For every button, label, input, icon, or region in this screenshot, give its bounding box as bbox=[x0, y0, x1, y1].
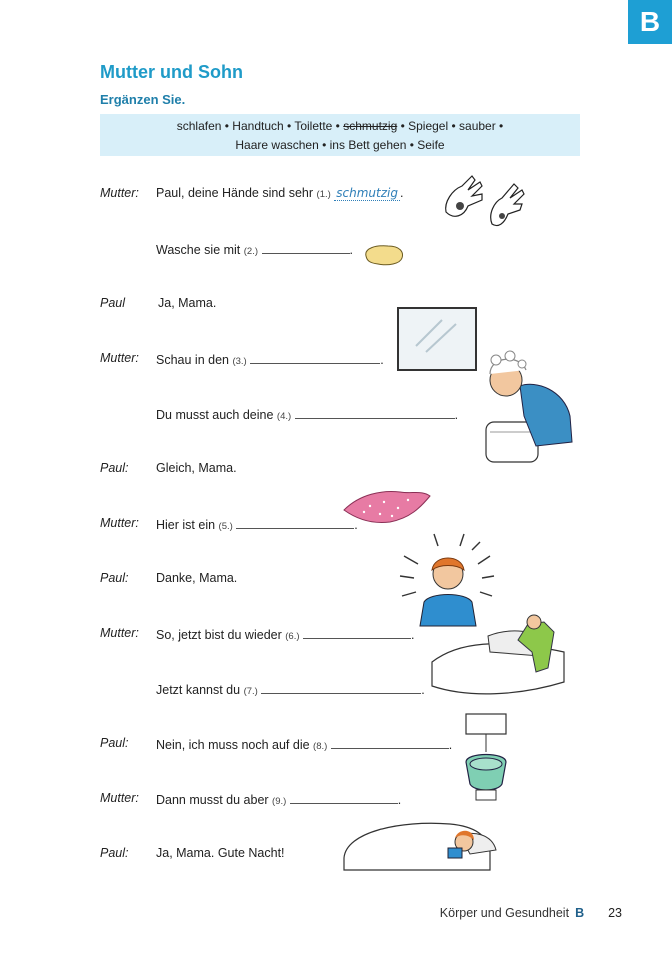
gap-number: (3.) bbox=[232, 356, 247, 367]
gap-number: (6.) bbox=[285, 631, 300, 642]
line-text: So, jetzt bist du wieder bbox=[156, 628, 282, 642]
dirty-hands-icon bbox=[438, 172, 528, 232]
gap-number: (5.) bbox=[218, 521, 233, 532]
line-text: Ja, Mama. Gute Nacht! bbox=[156, 846, 285, 860]
word-bank bbox=[100, 114, 580, 156]
speaker: Mutter: bbox=[100, 626, 139, 640]
towel-icon bbox=[340, 486, 434, 528]
dialogue-line-8 bbox=[0, 571, 672, 591]
toilet-icon bbox=[462, 712, 510, 802]
answer-field-7[interactable] bbox=[261, 681, 421, 694]
dialogue-line-12 bbox=[0, 791, 672, 811]
speaker: Mutter: bbox=[100, 351, 139, 365]
answer-field-4[interactable] bbox=[295, 406, 455, 419]
punctuation: . bbox=[421, 683, 425, 697]
dialogue-line-7 bbox=[0, 516, 672, 536]
line-text: Danke, Mama. bbox=[156, 571, 238, 585]
section-badge: B bbox=[628, 0, 672, 44]
line-text: Ja, Mama. bbox=[158, 296, 217, 310]
dialogue-line-13 bbox=[0, 846, 672, 866]
gap-number: (1.) bbox=[316, 189, 331, 200]
line-text: Du musst auch deine bbox=[156, 408, 274, 422]
line-text: Paul, deine Hände sind sehr bbox=[156, 186, 314, 200]
word-bank-row-2: Haare waschen • ins Bett gehen • Seife bbox=[235, 138, 445, 152]
hair-washing-illustration bbox=[480, 346, 574, 468]
punctuation: . bbox=[354, 518, 358, 532]
dialogue-line-9 bbox=[0, 626, 672, 646]
line-text: Wasche sie mit bbox=[156, 243, 241, 257]
gap-number: (4.) bbox=[276, 411, 292, 422]
speaker: Paul: bbox=[100, 846, 129, 860]
line-text: Schau in den bbox=[156, 353, 229, 367]
punctuation: . bbox=[380, 353, 384, 367]
punctuation: . bbox=[448, 738, 453, 752]
answer-field-8[interactable] bbox=[331, 736, 449, 749]
speaker: Paul bbox=[100, 296, 126, 310]
page-footer bbox=[440, 906, 622, 920]
punctuation: . bbox=[397, 793, 402, 807]
speaker: Mutter: bbox=[100, 791, 139, 805]
soap-icon bbox=[362, 242, 406, 268]
line-text: Nein, ich muss noch auf die bbox=[156, 738, 310, 752]
line-text: Hier ist ein bbox=[156, 518, 216, 532]
dialogue-line-1 bbox=[0, 186, 672, 206]
punctuation: . bbox=[410, 628, 415, 642]
page-title: Mutter und Sohn bbox=[100, 62, 243, 82]
line-text: Gleich, Mama. bbox=[156, 461, 237, 475]
line-text: Jetzt kannst du bbox=[156, 683, 241, 697]
bed-illustration bbox=[428, 612, 566, 698]
page-number: 23 bbox=[608, 906, 622, 920]
word-bank-words-a: schlafen • Handtuch • Toilette • bbox=[176, 119, 344, 133]
sleeping-boy-illustration bbox=[340, 812, 500, 876]
speaker: Paul: bbox=[100, 461, 129, 475]
dialogue-line-11 bbox=[0, 736, 672, 756]
dialogue-line-2 bbox=[0, 241, 672, 261]
speaker: Paul: bbox=[100, 571, 129, 585]
answer-field-2[interactable] bbox=[262, 241, 350, 254]
dialogue-line-10 bbox=[0, 681, 672, 701]
footer-section: B bbox=[575, 906, 585, 920]
answer-field-9[interactable] bbox=[290, 791, 398, 804]
word-bank-row-1 bbox=[100, 117, 580, 136]
answer-field-1[interactable]: schmutzig bbox=[336, 186, 398, 200]
gap-number: (7.) bbox=[243, 686, 258, 697]
speaker: Paul: bbox=[100, 736, 129, 750]
punctuation: . bbox=[400, 186, 404, 200]
speaker: Mutter: bbox=[100, 516, 139, 530]
answer-field-5[interactable] bbox=[236, 516, 354, 529]
speaker: Mutter: bbox=[100, 186, 139, 200]
punctuation: . bbox=[454, 408, 459, 422]
word-bank-words-b: • Spiegel • sauber • bbox=[397, 119, 504, 133]
word-bank-used-word: schmutzig bbox=[343, 119, 398, 133]
mirror-icon bbox=[396, 306, 478, 372]
punctuation: . bbox=[349, 243, 353, 257]
chapter-title: Körper und Gesundheit bbox=[439, 906, 570, 920]
gap-number: (9.) bbox=[272, 796, 287, 807]
gap-number: (2.) bbox=[243, 246, 259, 257]
dialogue-line-3 bbox=[0, 296, 672, 316]
answer-field-3[interactable] bbox=[250, 351, 380, 364]
gap-number: (8.) bbox=[313, 741, 328, 752]
line-text: Dann musst du aber bbox=[156, 793, 269, 807]
instruction: Ergänzen Sie. bbox=[100, 92, 186, 107]
